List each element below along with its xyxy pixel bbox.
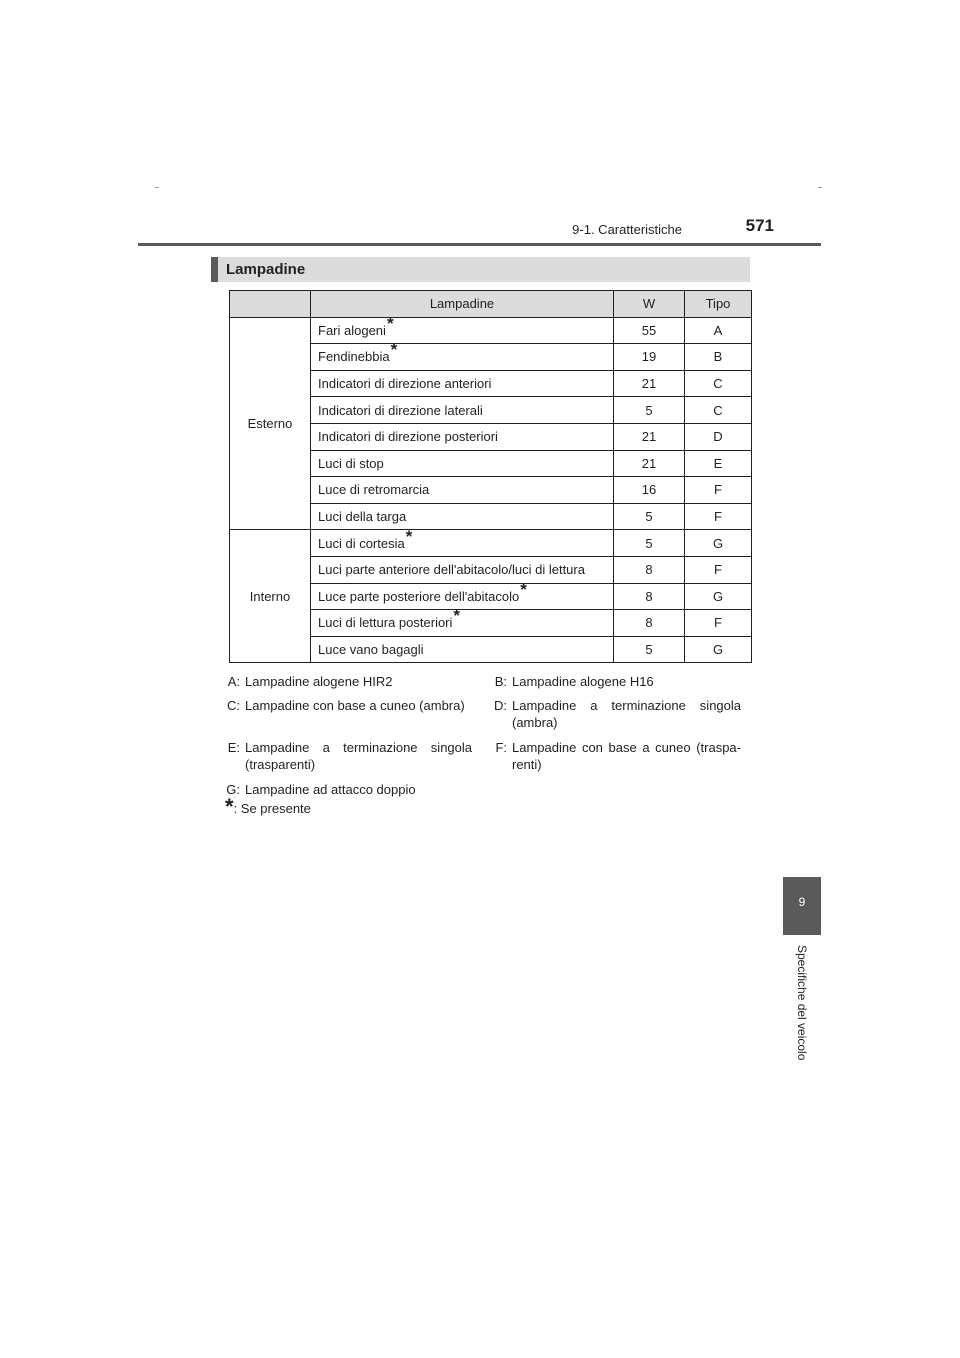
- lamp-name: Luce parte posteriore dell'abitacolo: [318, 588, 520, 604]
- column-header-lamp: Lampadine: [311, 291, 614, 318]
- lamp-name: Luce di retromarcia: [318, 482, 430, 498]
- type-cell: F: [685, 556, 752, 583]
- type-cell: C: [685, 397, 752, 424]
- legend-text: Lampadine alogene HIR2: [245, 674, 393, 689]
- asterisk-mark: *: [390, 340, 398, 360]
- page-number: 571: [745, 216, 774, 235]
- lamp-name-cell: [311, 477, 614, 504]
- watt-cell: 55: [614, 317, 685, 344]
- type-cell: G: [685, 636, 752, 663]
- lamp-name-cell: [311, 636, 614, 663]
- lamp-name-cell: [311, 556, 614, 583]
- watt-cell: 21: [614, 450, 685, 477]
- bulb-table: [229, 290, 752, 663]
- lamp-name: Indicatori di direzione posteriori: [318, 429, 498, 445]
- lamp-name: Luci di cortesia: [318, 535, 405, 551]
- lamp-name-cell: [311, 579, 614, 610]
- lamp-name: Luci di lettura posteriori: [318, 615, 453, 631]
- table-body: [230, 313, 752, 663]
- asterisk-mark: *: [405, 526, 413, 546]
- lamp-name: Luci della targa: [318, 509, 407, 525]
- chapter-tab: [783, 877, 821, 935]
- group-cell: Interno: [230, 530, 311, 663]
- group-cell: Esterno: [230, 317, 311, 530]
- legend-text: Lampadine con base a cuneo (traspa-renti): [512, 740, 741, 772]
- section-label: 9-1. Caratteristiche: [572, 222, 682, 237]
- watt-cell: 5: [614, 530, 685, 557]
- legend-text: Lampadine ad attacco doppio: [245, 782, 416, 797]
- watt-cell: 8: [614, 556, 685, 583]
- section-title: Lampadine: [226, 261, 306, 278]
- legend-text: Lampadine alogene H16: [512, 674, 654, 689]
- type-cell: B: [685, 344, 752, 371]
- asterisk-mark: *: [225, 794, 234, 819]
- footnote: [225, 794, 311, 819]
- lamp-name-cell: [311, 450, 614, 477]
- type-cell: E: [685, 450, 752, 477]
- lamp-name-cell: [311, 503, 614, 530]
- lamp-name: Indicatori di direzione laterali: [318, 402, 483, 418]
- lamp-name-cell: [311, 370, 614, 397]
- legend-key: E:: [227, 740, 240, 755]
- legend-text: Lampadine con base a cuneo (ambra): [245, 698, 465, 713]
- lamp-name-cell: [311, 423, 614, 450]
- crop-mark-right: [818, 187, 822, 188]
- legend-key: A:: [227, 674, 240, 689]
- column-header-group: [230, 291, 311, 318]
- legend-text: Lampadine a terminazione singola (ambra): [512, 698, 741, 730]
- table-row: [230, 530, 752, 557]
- lamp-name-cell: [311, 340, 614, 371]
- legend-key: B:: [494, 674, 507, 689]
- lamp-name-cell: [311, 397, 614, 424]
- asterisk-mark: *: [520, 579, 527, 599]
- legend-key: D:: [494, 698, 507, 713]
- asterisk-mark: *: [453, 606, 461, 626]
- chapter-label: Specifiche del veicolo: [795, 945, 809, 1061]
- type-cell: D: [685, 423, 752, 450]
- legend-key: C:: [227, 698, 240, 713]
- legend-key: G:: [226, 782, 240, 797]
- watt-cell: 8: [614, 583, 685, 610]
- column-header-type: Tipo: [685, 291, 752, 318]
- watt-cell: 5: [614, 397, 685, 424]
- chapter-number: 9: [798, 895, 806, 909]
- watt-cell: 21: [614, 370, 685, 397]
- column-header-watt: W: [614, 291, 685, 318]
- watt-cell: 5: [614, 503, 685, 530]
- footnote-text: : Se presente: [233, 801, 311, 816]
- lamp-name: Fendinebbia: [318, 349, 390, 365]
- header-rule: [138, 243, 821, 246]
- lamp-name: Indicatori di direzione anteriori: [318, 376, 492, 392]
- type-cell: F: [685, 477, 752, 504]
- type-cell: G: [685, 530, 752, 557]
- type-cell: G: [685, 583, 752, 610]
- crop-mark-left: [155, 187, 159, 188]
- watt-cell: 21: [614, 423, 685, 450]
- watt-cell: 8: [614, 610, 685, 637]
- lamp-name: Luce vano bagagli: [318, 642, 424, 658]
- lamp-name: Luci parte anteriore dell'abitacolo/luci di lettura: [318, 562, 585, 578]
- type-cell: C: [685, 370, 752, 397]
- watt-cell: 5: [614, 636, 685, 663]
- lamp-name-cell: [311, 606, 614, 637]
- legend-key: F:: [495, 740, 507, 755]
- table-row: [230, 317, 752, 344]
- lamp-name-cell: [311, 313, 614, 344]
- asterisk-mark: *: [386, 313, 394, 333]
- lamp-name: Luci di stop: [318, 455, 384, 471]
- watt-cell: 16: [614, 477, 685, 504]
- title-accent-bar: [211, 257, 218, 282]
- type-cell: F: [685, 503, 752, 530]
- watt-cell: 19: [614, 344, 685, 371]
- type-cell: A: [685, 317, 752, 344]
- legend-text: Lampadine a terminazione singola (trasparenti): [245, 740, 472, 772]
- lamp-name-cell: [311, 526, 614, 557]
- section-title-bar: [211, 257, 750, 282]
- type-cell: F: [685, 610, 752, 637]
- table-header-row: [230, 291, 752, 318]
- lamp-name: Fari alogeni: [318, 322, 386, 338]
